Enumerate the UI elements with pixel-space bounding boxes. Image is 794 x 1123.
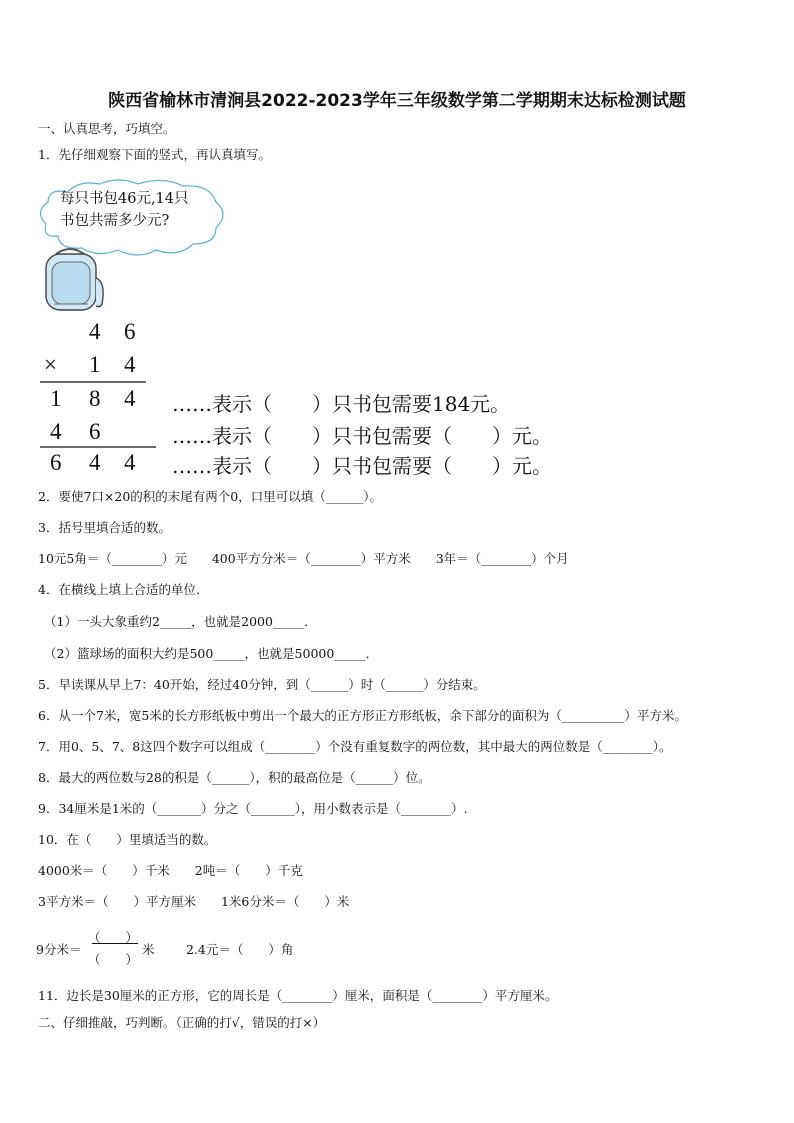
question-3: 3．括号里填合适的数。 [38, 520, 171, 535]
fraction-bar [92, 943, 138, 944]
digit: 4 [89, 319, 101, 344]
page-title: 陕西省榆林市清涧县2022-2023学年三年级数学第二学期期末达标检测试题 [108, 91, 686, 111]
section-1-heading: 一、认真思考，巧填空。 [38, 121, 176, 136]
explain-line-1: ……表示（ ）只书包需要184元。 [172, 392, 511, 416]
question-6: 6．从一个7米，宽5米的长方形纸板中剪出一个最大的正方形正方形纸板，余下部分的面积为（__________）平方米。 [38, 708, 687, 723]
question-9: 9．34厘米是1米的（_______）分之（_______），用小数表示是（________）. [38, 801, 468, 816]
digit: 6 [124, 319, 136, 344]
digit: 6 [89, 419, 101, 444]
question-8: 8．最大的两位数与28的积是（______），积的最高位是（______）位。 [38, 770, 431, 785]
question-10-a: 4000米＝（ ）千米 2吨＝（ ）千克 [38, 863, 303, 878]
question-10-b: 3平方米＝（ ）平方厘米 1米6分米＝（ ）米 [38, 894, 350, 909]
question-10: 10．在（ ）里填适当的数。 [38, 832, 217, 847]
question-4: 4．在横线上填上合适的单位． [38, 582, 209, 597]
explain-line-3: ……表示（ ）只书包需要（ ）元。 [172, 454, 552, 478]
fraction-denominator: （ ） [88, 952, 139, 967]
digit: 4 [124, 386, 136, 411]
multiply-sign: × [44, 352, 57, 377]
question-7: 7．用0、5、7、8这四个数字可以组成（________）个没有重复数字的两位数，其中最大的两位数是（________）。 [38, 739, 672, 754]
digit: 6 [50, 450, 62, 475]
section-2-heading: 二、仔细推敲，巧判断。（正确的打√，错误的打×） [38, 1015, 326, 1030]
question-1: 1．先仔细观察下面的竖式，再认真填写。 [38, 147, 271, 162]
question-4-1: （1）一头大象重约2_____，也就是2000_____． [44, 614, 317, 629]
digit: 4 [124, 450, 136, 475]
fraction-numerator: （ ） [88, 930, 139, 945]
question-11: 11．边长是30厘米的正方形，它的周长是（________）厘米，面积是（________）平方厘米。 [38, 988, 558, 1003]
digit: 8 [89, 386, 101, 411]
bubble-line-2: 书包共需多少元? [60, 213, 170, 229]
digit: 1 [50, 386, 62, 411]
question-4-2: （2）篮球场的面积大约是500_____，也就是50000_____． [44, 646, 379, 661]
fraction-left-text: 9分米＝ [36, 942, 82, 957]
bubble-line-1: 每只书包46元,14只 [60, 191, 189, 207]
question-10-c-right: 2.4元＝（ ）角 [186, 942, 294, 957]
fraction-unit: 米 [142, 942, 155, 957]
explain-line-2: ……表示（ ）只书包需要（ ）元。 [172, 424, 552, 448]
digit: 1 [89, 352, 101, 377]
digit: 4 [124, 352, 136, 377]
question-3-line: 10元5角＝（________）元 400平方分米＝（________）平方米 3年＝（________）个月 [38, 551, 569, 566]
digit: 4 [89, 450, 101, 475]
question-5: 5．早读课从早上7：40开始，经过40分钟，到（______）时（______）分结束。 [38, 677, 486, 692]
digit: 4 [50, 419, 62, 444]
question-2: 2．要使7口×20的积的末尾有两个0，口里可以填（______）。 [38, 489, 382, 504]
